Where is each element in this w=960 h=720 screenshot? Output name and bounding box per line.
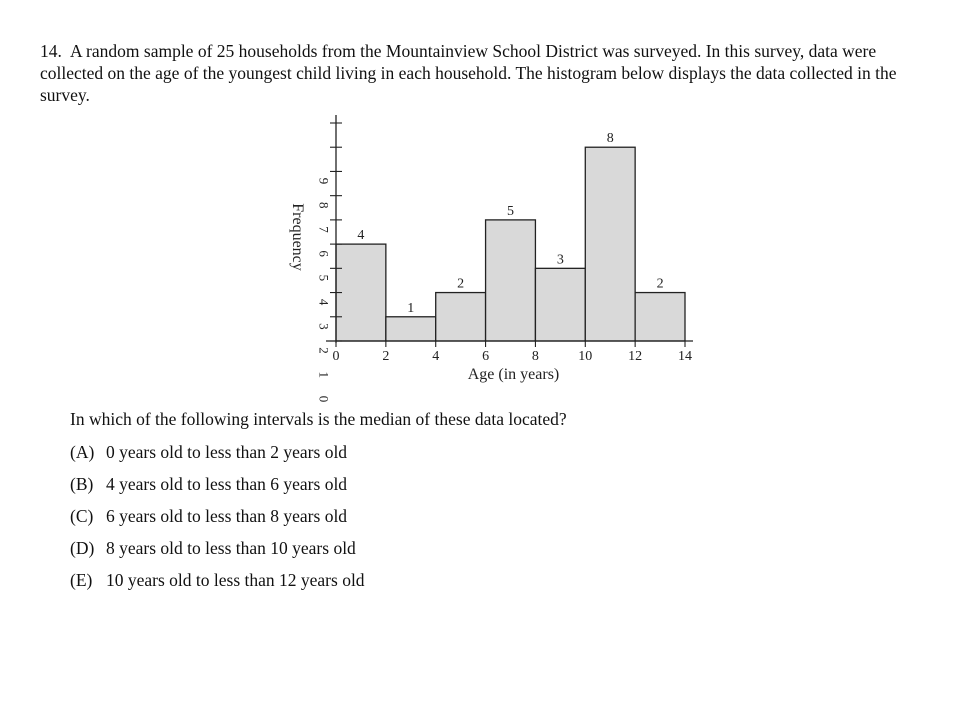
question-text: A random sample of 25 households from the Mountainview School District was surveyed. In this survey, data were collected on the age of the youngest child living in each household. The histogram below displays the data collected in the survey.: [40, 41, 897, 105]
option-letter: (A): [70, 442, 95, 462]
bar-data-label: 4: [357, 228, 365, 244]
option-text: 0 years old to less than 2 years old: [106, 442, 348, 462]
answer-section: [70, 408, 930, 601]
y-axis-title: Frequency: [289, 203, 306, 271]
y-tick-label: 7: [316, 226, 332, 233]
histogram-bar: [436, 293, 486, 341]
x-tick-label: 14: [678, 349, 692, 364]
bar-data-label: 2: [656, 276, 664, 292]
x-tick-label: 2: [382, 349, 390, 364]
option-letter: (B): [70, 474, 94, 494]
x-tick-label: 6: [482, 349, 490, 364]
x-tick-label: 8: [531, 349, 539, 364]
bar-data-label: 5: [507, 203, 514, 219]
y-tick-label: 1: [316, 371, 332, 379]
histogram-bar: [585, 147, 635, 341]
option-b[interactable]: [70, 473, 930, 505]
y-tick-label: 0: [316, 395, 332, 403]
x-tick-label: 12: [628, 349, 643, 364]
bar-data-label: 2: [457, 276, 465, 292]
y-tick-label: 9: [316, 177, 332, 185]
y-tick-label: 4: [316, 298, 332, 306]
bar-data-label: 8: [606, 131, 614, 147]
option-text: 4 years old to less than 6 years old: [106, 474, 348, 494]
option-e[interactable]: [70, 569, 930, 601]
histogram-bar: [635, 293, 685, 341]
x-tick-label: 4: [432, 349, 440, 364]
option-letter: (C): [70, 506, 94, 526]
histogram-bar: [535, 268, 585, 341]
bar-data-label: 3: [556, 252, 564, 268]
histogram-chart: [270, 110, 720, 403]
y-tick-label: 3: [316, 323, 332, 330]
histogram-bar: [386, 317, 436, 341]
histogram-bar: [486, 220, 536, 341]
histogram-bar: [336, 244, 386, 341]
y-tick-label: 6: [316, 250, 332, 257]
question-prompt: In which of the following intervals is the median of these data located?: [70, 409, 567, 429]
bar-data-label: 1: [407, 300, 415, 316]
y-tick-label: 2: [316, 347, 332, 354]
option-letter: (D): [70, 538, 95, 558]
x-tick-label: 10: [578, 349, 593, 364]
answer-options: [70, 441, 930, 601]
option-text: 8 years old to less than 10 years old: [106, 538, 356, 558]
option-d[interactable]: [70, 537, 930, 569]
option-text: 10 years old to less than 12 years old: [106, 570, 365, 590]
question-number: 14.: [40, 41, 62, 61]
y-tick-label: 8: [316, 201, 332, 209]
option-a[interactable]: [70, 441, 930, 473]
question-stem: [40, 40, 940, 106]
option-c[interactable]: [70, 505, 930, 537]
option-letter: (E): [70, 570, 93, 590]
y-tick-label: 5: [316, 274, 332, 282]
x-tick-label: 0: [332, 349, 340, 364]
x-axis-title: Age (in years): [467, 366, 560, 383]
option-text: 6 years old to less than 8 years old: [106, 506, 348, 526]
